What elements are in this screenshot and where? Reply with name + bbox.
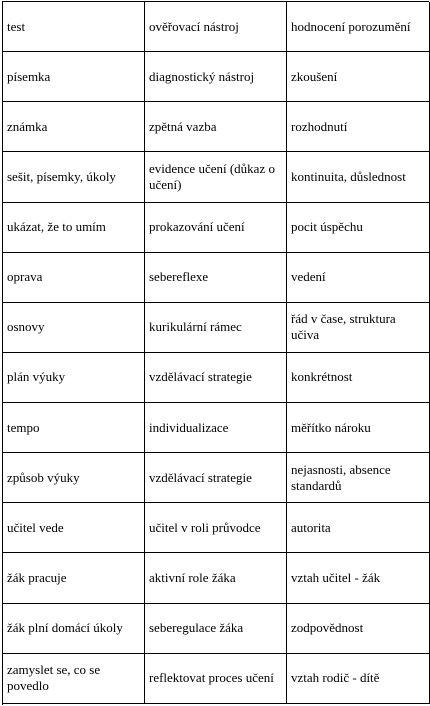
table-cell (3, 654, 145, 704)
cell-text: individualizace (149, 419, 229, 435)
table-cell (3, 604, 145, 654)
cell-text: pocit úspěchu (291, 219, 363, 235)
table-cell (3, 253, 145, 303)
cell-text: řád v čase, struktura učiva (291, 311, 396, 343)
table-cell (3, 52, 145, 102)
cell-text: vztah rodič - dítě (291, 670, 380, 686)
table-cell (3, 303, 145, 353)
table-cell (3, 403, 145, 453)
cell-text: ověřovací nástroj (149, 18, 239, 34)
table-cell (287, 353, 430, 403)
concept-table (2, 1, 429, 705)
cell-text: zkoušení (291, 68, 338, 84)
table-cell (145, 203, 287, 253)
table-cell (145, 604, 287, 654)
table-cell (3, 203, 145, 253)
cell-text: zamyslet se, co se povedlo (7, 662, 101, 694)
cell-text: známka (7, 118, 48, 134)
cell-text: způsob výuky (7, 469, 80, 485)
cell-text: nejasnosti, absence standardů (291, 461, 391, 493)
table-cell (145, 152, 287, 202)
cell-text: diagnostický nástroj (149, 68, 255, 84)
table-cell (287, 203, 430, 253)
cell-text: žák plní domácí úkoly (7, 620, 123, 636)
table-cell (287, 303, 430, 353)
cell-text: vzdělávací strategie (149, 469, 252, 485)
table-cell (145, 52, 287, 102)
table-cell (145, 453, 287, 503)
table-cell (287, 553, 430, 603)
cell-text: kontinuita, důslednost (291, 168, 406, 184)
cell-text: konkrétnost (291, 369, 353, 385)
cell-text: sebereflexe (149, 269, 209, 285)
cell-text: vztah učitel - žák (291, 569, 381, 585)
cell-text: kurikulární rámec (149, 319, 242, 335)
cell-text: evidence učení (důkaz o učení) (149, 160, 275, 192)
cell-text: test (7, 18, 26, 34)
table-cell (3, 503, 145, 553)
cell-text: prokazování učení (149, 219, 245, 235)
table-cell (287, 453, 430, 503)
table-cell (3, 353, 145, 403)
cell-text: seberegulace žáka (149, 620, 244, 636)
cell-text: hodnocení porozumění (291, 18, 411, 34)
cell-text: aktivní role žáka (149, 569, 236, 585)
cell-text: rozhodnutí (291, 118, 348, 134)
table-cell (145, 253, 287, 303)
table-cell (145, 553, 287, 603)
table-cell (287, 503, 430, 553)
table-cell (3, 553, 145, 603)
table-cell (287, 102, 430, 152)
cell-text: učitel v roli průvodce (149, 519, 261, 535)
table-cell (145, 303, 287, 353)
table-cell (287, 403, 430, 453)
table-cell (145, 503, 287, 553)
table-cell (287, 253, 430, 303)
cell-text: písemka (7, 68, 51, 84)
cell-text: sešit, písemky, úkoly (7, 168, 116, 184)
table-cell (287, 604, 430, 654)
cell-text: osnovy (7, 319, 45, 335)
table-cell (3, 152, 145, 202)
table-cell (3, 453, 145, 503)
table-cell (3, 2, 145, 52)
cell-text: oprava (7, 269, 43, 285)
cell-text: žák pracuje (7, 569, 67, 585)
table-cell (145, 102, 287, 152)
table-cell (145, 353, 287, 403)
cell-text: vedení (291, 269, 326, 285)
cell-text: zodpovědnost (291, 620, 364, 636)
table-cell (287, 2, 430, 52)
cell-text: plán výuky (7, 369, 66, 385)
table-cell (145, 654, 287, 704)
cell-text: ukázat, že to umím (7, 219, 106, 235)
cell-text: reflektovat proces učení (149, 670, 274, 686)
table-cell (287, 52, 430, 102)
cell-text: zpětná vazba (149, 118, 217, 134)
cell-text: vzdělávací strategie (149, 369, 252, 385)
cell-text: měřítko nároku (291, 419, 371, 435)
table-cell (145, 403, 287, 453)
cell-text: tempo (7, 419, 40, 435)
cell-text: autorita (291, 519, 331, 535)
table-cell (145, 2, 287, 52)
cell-text: učitel vede (7, 519, 64, 535)
table-cell (3, 102, 145, 152)
table-cell (287, 152, 430, 202)
table-cell (287, 654, 430, 704)
